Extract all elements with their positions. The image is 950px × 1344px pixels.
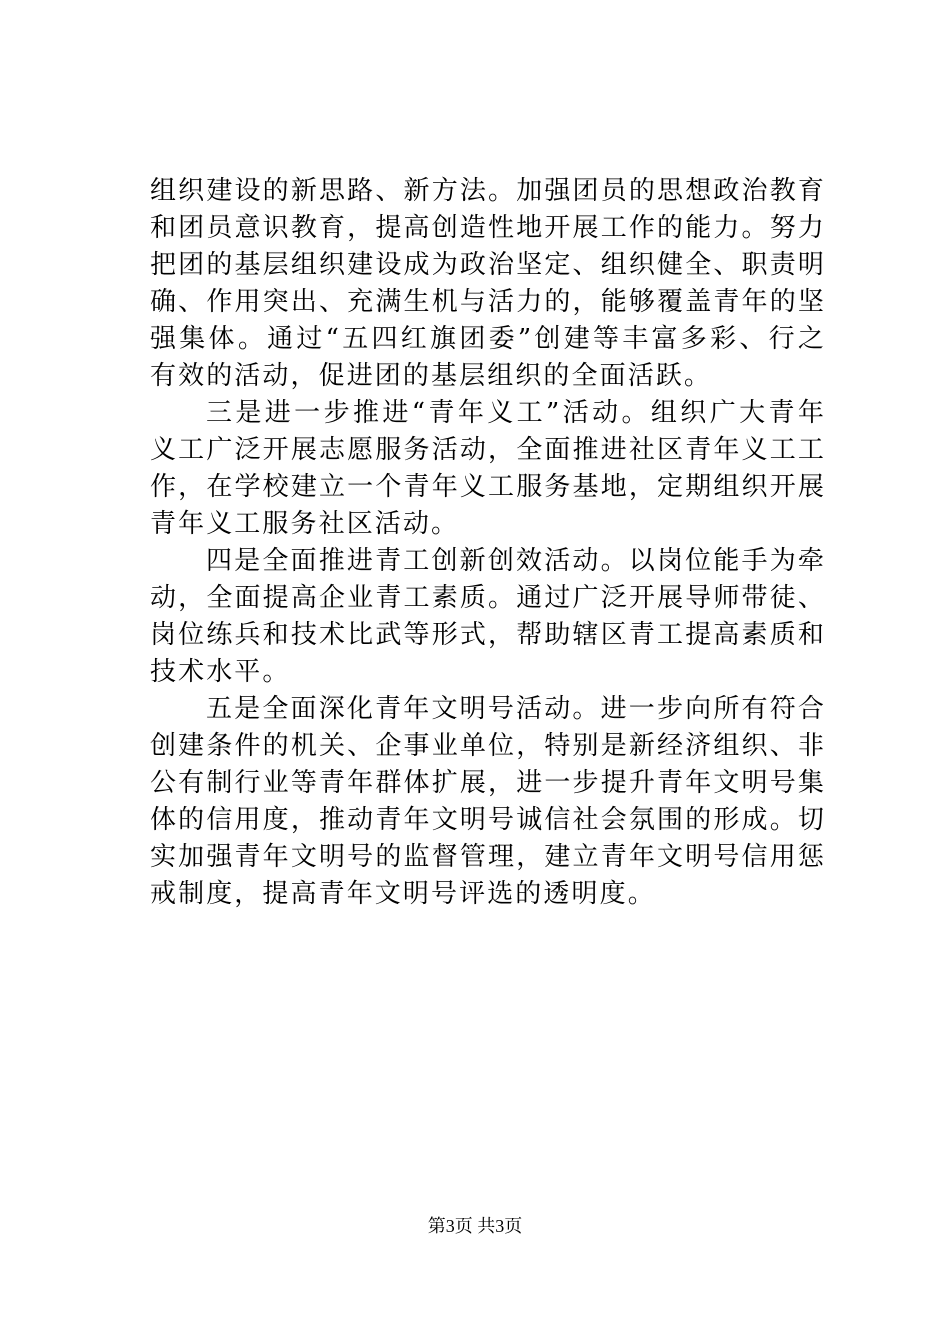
paragraph-continuation: 组织建设的新思路、新方法。加强团员的思想政治教育和团员意识教育，提高创造性地开展工作的能力。努力把团的基层组织建设成为政治坚定、组织健全、职责明确、作用突出、充满生机与活力的，能够覆盖青年的坚强集体。通过“五四红旗团委”创建等丰富多彩、行之有效的活动，促进团的基层组织的全面活跃。 [150,176,827,391]
page-number-footer: 第3页 共3页 [427,1216,523,1236]
paragraph-item-five: 五是全面深化青年文明号活动。进一步向所有符合创建条件的机关、企事业单位，特别是新经济组织、非公有制行业等青年群体扩展，进一步提升青年文明号集体的信用度，推动青年文明号诚信社会氛围的形成。切实加强青年文明号的监督管理，建立青年文明号信用惩戒制度，提高青年文明号评选的透明度。 [150,694,826,909]
document-body [150,173,826,913]
paragraph-item-four: 四是全面推进青工创新创效活动。以岗位能手为牵动，全面提高企业青工素质。通过广泛开展导师带徒、岗位练兵和技术比武等形式，帮助辖区青工提高素质和技术水平。 [150,546,826,687]
paragraph-item-three: 三是进一步推进“青年义工”活动。组织广大青年义工广泛开展志愿服务活动，全面推进社区青年义工工作，在学校建立一个青年义工服务基地，定期组织开展青年义工服务社区活动。 [150,398,826,539]
